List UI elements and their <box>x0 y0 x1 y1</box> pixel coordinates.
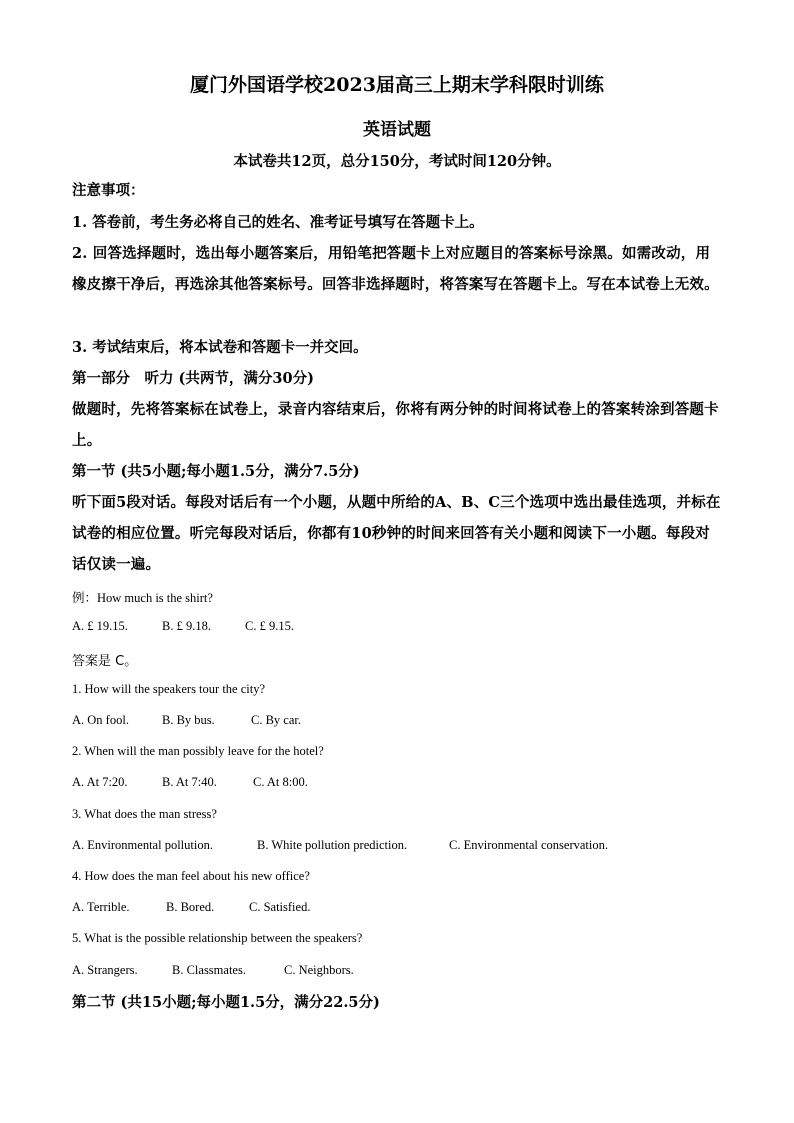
option-b: B. Classmates. <box>172 963 246 977</box>
option-a: A. At 7:20. <box>72 775 128 789</box>
part1-intro: 做题时，先将答案标在试卷上，录音内容结束后，你将有两分钟的时间将试卷上的答案转涂到答题卡上。 <box>72 401 719 449</box>
question-1-options <box>72 713 301 728</box>
question-2: 2. When will the man possibly leave for the hotel? <box>72 744 324 758</box>
example-options <box>72 619 294 634</box>
example-option-c: C. £ 9.15. <box>245 619 294 633</box>
question-1: 1. How will the speakers tour the city? <box>72 682 266 696</box>
question-4-options <box>72 900 310 915</box>
option-b: B. White pollution prediction. <box>257 838 408 852</box>
option-b: B. At 7:40. <box>162 775 217 789</box>
exam-info: 本试卷共12页，总分150分，考试时间120分钟。 <box>233 153 561 170</box>
question-5: 5. What is the possible relationship between the speakers? <box>72 931 363 945</box>
part1-heading: 第一部分 听力 (共两节，满分30分) <box>72 370 314 387</box>
option-b: B. Bored. <box>166 900 215 914</box>
option-b: B. By bus. <box>162 713 215 727</box>
option-c: C. By car. <box>251 713 301 727</box>
section1-heading: 第一节 (共5小题;每小题1.5分，满分7.5分) <box>72 463 360 480</box>
option-c: C. Environmental conservation. <box>449 838 608 852</box>
note-item-2: 2. 回答选择题时，选出每小题答案后，用铅笔把答题卡上对应题目的答案标号涂黑。如需改动，用橡皮擦干净后，再选涂其他答案标号。回答非选择题时，将答案写在答题卡上。写在本试卷上无效。 <box>72 245 719 293</box>
example-option-a: A. £ 19.15. <box>72 619 128 633</box>
option-a: A. On fool. <box>72 713 129 727</box>
question-5-options <box>72 963 354 978</box>
question-2-options <box>72 775 308 790</box>
option-a: A. Terrible. <box>72 900 130 914</box>
question-3-options <box>72 838 608 853</box>
section2-heading: 第二节 (共15小题;每小题1.5分，满分22.5分) <box>72 994 380 1011</box>
question-3: 3. What does the man stress? <box>72 807 217 821</box>
option-c: C. Neighbors. <box>284 963 354 977</box>
option-a: A. Environmental pollution. <box>72 838 213 852</box>
example-answer: 答案是 C。 <box>72 654 138 669</box>
note-item-3: 3. 考试结束后，将本试卷和答题卡一并交回。 <box>72 339 368 356</box>
note-item-1: 1. 答卷前，考生务必将自己的姓名、准考证号填写在答题卡上。 <box>72 214 484 231</box>
example-question: 例：How much is the shirt? <box>72 591 213 605</box>
exam-title: 厦门外国语学校2023届高三上期末学科限时训练 <box>190 74 604 96</box>
question-4: 4. How does the man feel about his new office? <box>72 869 310 883</box>
option-a: A. Strangers. <box>72 963 138 977</box>
section1-intro: 听下面5段对话。每段对话后有一个小题，从题中所给的A、B、C三个选项中选出最佳选项，并标在试卷的相应位置。听完每段对话后，你都有10秒钟的时间来回答有关小题和阅读下一小题。每段对话仅读一遍。 <box>72 494 721 573</box>
option-c: C. Satisfied. <box>249 900 311 914</box>
option-c: C. At 8:00. <box>253 775 308 789</box>
notes-heading: 注意事项： <box>72 182 145 199</box>
subject-title: 英语试题 <box>363 120 431 140</box>
example-option-b: B. £ 9.18. <box>162 619 211 633</box>
